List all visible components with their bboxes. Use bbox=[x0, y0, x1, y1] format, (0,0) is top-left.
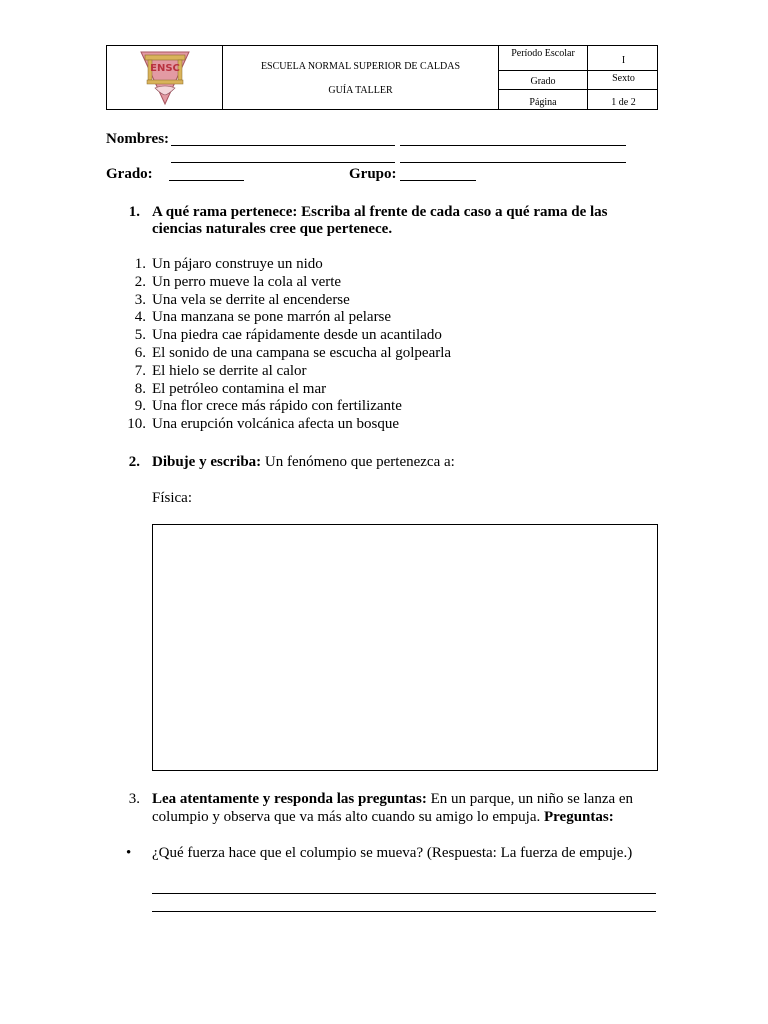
q1-title-cont: ciencias naturales cree que pertenece. bbox=[152, 221, 393, 237]
list-item bbox=[106, 416, 666, 434]
q1-list bbox=[106, 256, 666, 434]
q3-title bbox=[152, 790, 633, 808]
list-item bbox=[106, 274, 666, 292]
answer-line[interactable] bbox=[152, 911, 656, 912]
q3-questions-label: Preguntas: bbox=[544, 809, 614, 825]
q2-title-bold: Dibuje y escriba: bbox=[152, 454, 262, 470]
grade-label: Grado bbox=[530, 76, 556, 87]
header-row-divider bbox=[498, 89, 657, 90]
answer-line[interactable] bbox=[152, 893, 656, 894]
item-text: Una manzana se pone marrón al pelarse bbox=[152, 309, 392, 326]
item-number: 5. bbox=[134, 327, 146, 344]
q1-number: 1. bbox=[128, 204, 140, 220]
header-row-divider bbox=[498, 70, 657, 71]
item-text: El hielo se derrite al calor bbox=[152, 362, 307, 379]
list-item bbox=[106, 398, 666, 416]
item-number: 9. bbox=[134, 398, 146, 415]
header-divider bbox=[222, 46, 223, 109]
header-table bbox=[106, 45, 658, 110]
q3-text-line: columpio y observa que va más alto cuando su amigo lo empuja. bbox=[152, 809, 544, 825]
names-blank[interactable] bbox=[400, 162, 626, 163]
names-blank[interactable] bbox=[171, 145, 395, 146]
item-number: 4. bbox=[134, 309, 146, 326]
q2-title-rest: Un fenómeno que pertenezca a: bbox=[261, 454, 455, 470]
grade-value: Sexto bbox=[612, 73, 635, 84]
q1-title: A qué rama pertenece: Escriba al frente de cada caso a qué rama de las bbox=[152, 204, 608, 220]
list-item bbox=[106, 345, 666, 363]
item-number: 6. bbox=[134, 344, 146, 361]
q2-number: 2. bbox=[128, 454, 140, 470]
item-text: Una piedra cae rápidamente desde un acantilado bbox=[152, 327, 442, 344]
list-item bbox=[106, 327, 666, 345]
group-field-label: Grupo: bbox=[349, 166, 397, 182]
list-item bbox=[106, 363, 666, 381]
school-logo bbox=[139, 50, 191, 106]
item-number: 7. bbox=[134, 362, 146, 379]
item-text: Una erupción volcánica afecta un bosque bbox=[152, 416, 399, 433]
bullet: • bbox=[126, 845, 132, 861]
item-text: Un perro mueve la cola al verte bbox=[152, 273, 342, 290]
q3-text bbox=[152, 808, 614, 826]
names-blank[interactable] bbox=[400, 145, 626, 146]
drawing-box[interactable] bbox=[152, 524, 658, 771]
item-number: 1. bbox=[134, 256, 146, 272]
item-number: 8. bbox=[134, 380, 146, 397]
item-text: El petróleo contamina el mar bbox=[152, 380, 327, 397]
item-text: Una vela se derrite al encenderse bbox=[152, 291, 350, 308]
page-label: Página bbox=[529, 97, 557, 108]
q3-title-rest: En un parque, un niño se lanza en bbox=[426, 791, 634, 807]
q3-number: 3. bbox=[128, 791, 140, 807]
names-label: Nombres: bbox=[106, 131, 170, 147]
page-value: 1 de 2 bbox=[611, 97, 636, 108]
list-item bbox=[106, 292, 666, 310]
list-item bbox=[106, 309, 666, 327]
item-text: Una flor crece más rápido con fertilizante bbox=[152, 398, 402, 415]
q3-question: ¿Qué fuerza hace que el columpio se mueva? (Respuesta: La fuerza de empuje.) bbox=[152, 845, 633, 861]
item-number: 3. bbox=[134, 291, 146, 308]
logo-text: ENSC bbox=[150, 63, 180, 74]
school-name: ESCUELA NORMAL SUPERIOR DE CALDAS bbox=[260, 61, 461, 72]
period-value: I bbox=[621, 55, 626, 66]
q2-subject: Física: bbox=[152, 490, 192, 506]
q2-title bbox=[152, 453, 455, 471]
q3-title-bold: Lea atentamente y responda las preguntas: bbox=[152, 791, 427, 807]
item-number: 10. bbox=[127, 416, 146, 433]
list-item bbox=[106, 381, 666, 399]
grade-blank[interactable] bbox=[169, 180, 244, 181]
item-text: El sonido de una campana se escucha al golpearla bbox=[152, 344, 452, 361]
period-label: Período Escolar bbox=[511, 48, 575, 59]
item-number: 2. bbox=[134, 273, 146, 290]
document-type: GUÍA TALLER bbox=[328, 85, 393, 96]
grade-field-label: Grado: bbox=[106, 166, 153, 182]
group-blank[interactable] bbox=[400, 180, 476, 181]
item-text: Un pájaro construye un nido bbox=[152, 256, 323, 272]
list-item bbox=[106, 256, 666, 274]
names-blank[interactable] bbox=[171, 162, 395, 163]
